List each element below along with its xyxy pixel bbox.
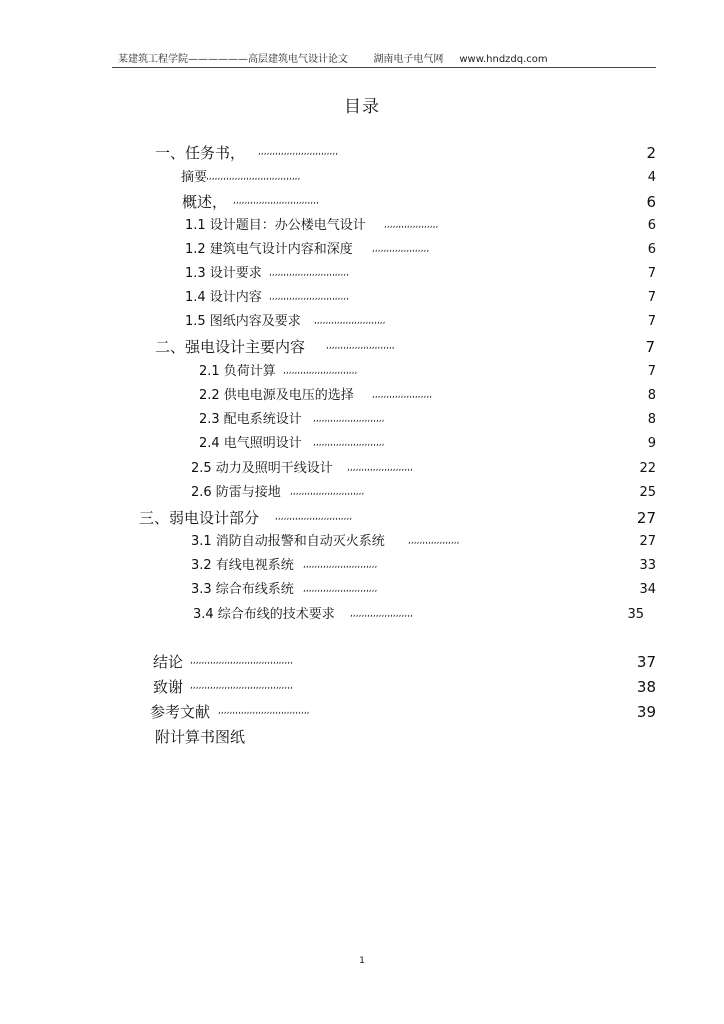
toc-entry-leader: ,,,,,,,,,,,,,,,,,,,, — [372, 244, 430, 254]
toc-entry-page: 6 — [646, 193, 656, 211]
toc-entry-page: 2 — [646, 144, 656, 162]
toc-entry-page: 33 — [639, 558, 656, 573]
toc-entry-leader: ,,,,,,,,,,,,,,,,,,,,,,,,,, — [303, 560, 378, 570]
toc-entry-label: 3.3 综合布线系统 — [191, 582, 294, 597]
toc-entry-leader: ,,,,,,,,,,,,,,,,,,,,,,,,,,,,,,,, — [218, 706, 310, 716]
toc-entry-label: 3.4 综合布线的技术要求 — [193, 607, 335, 622]
toc-entry-leader: ,,,,,,,,,,,,,,,,,,,,,,,,,,, — [275, 512, 353, 522]
toc-entry-label: 3.1 消防自动报警和自动灭火系统 — [191, 534, 385, 549]
header-dash: —————— — [188, 54, 248, 65]
toc-entry-label: 致谢 — [153, 678, 184, 696]
toc-entry-label: 1.1 设计题目：办公楼电气设计 — [185, 218, 366, 233]
toc-entry[interactable] — [0, 677, 724, 697]
toc-entry-label: 2.3 配电系统设计 — [199, 412, 302, 427]
toc-entry[interactable] — [0, 362, 724, 382]
toc-entry-label: 2.4 电气照明设计 — [199, 436, 302, 451]
toc-entry-label: 1.2 建筑电气设计内容和深度 — [185, 242, 353, 257]
toc-entry-leader: ,,,,,,,,,,,,,,,,,,,,,,,,,,,,,,,,, — [206, 172, 301, 182]
toc-entry-leader: ,,,,,,,,,,,,,,,,,,,,,,,,,,,, — [269, 292, 350, 302]
toc-entry-leader: ,,,,,,,,,,,,,,,,,,,,,,,,, — [313, 414, 385, 424]
toc-entry-page: 39 — [636, 703, 656, 721]
toc-entry[interactable] — [0, 605, 724, 625]
toc-entry[interactable] — [0, 312, 724, 332]
toc-entry-page: 7 — [645, 338, 655, 356]
toc-entry-page: 22 — [639, 461, 656, 476]
toc-entry-page: 7 — [647, 266, 656, 281]
toc-entry-label: 3.2 有线电视系统 — [191, 558, 294, 573]
toc-entry[interactable] — [0, 192, 724, 212]
toc-entry[interactable] — [0, 532, 724, 552]
toc-entry-leader: ,,,,,,,,,,,,,,,,,,,,,,,,,,,, — [258, 147, 339, 157]
toc-entry-label: 2.6 防雷与接地 — [191, 485, 281, 500]
toc-entry-label: 结论 — [153, 653, 184, 671]
toc-entry-leader: ,,,,,,,,,,,,,,,,,,,,,,,, — [326, 341, 395, 351]
toc-entry-leader: ,,,,,,,,,,,,,,,,,,,,,,,,, — [314, 316, 386, 326]
toc-entry[interactable] — [0, 652, 724, 672]
toc-entry-leader: ,,,,,,,,,,,,,,,,,,,,,, — [350, 609, 413, 619]
header-url: www.hndzdq.com — [459, 54, 548, 65]
toc-entry-page: 38 — [636, 678, 656, 696]
toc-entry[interactable] — [0, 702, 724, 722]
toc-entry[interactable] — [0, 143, 724, 163]
toc-entry-leader: ,,,,,,,,,,,,,,,,,,, — [384, 220, 439, 230]
toc-entry-leader: ,,,,,,,,,,,,,,,,,,,,,,, — [347, 463, 413, 473]
toc-entry[interactable] — [0, 727, 724, 747]
toc-entry-page: 7 — [647, 364, 656, 379]
toc-entry[interactable] — [0, 337, 724, 357]
toc-entry-page: 7 — [647, 290, 656, 305]
toc-entry-leader: ,,,,,,,,,,,,,,,,,,,,,,,,,,,,,,,,,,,, — [190, 656, 293, 666]
toc-entry-page: 6 — [647, 218, 656, 233]
toc-entry-label: 2.2 供电电源及电压的选择 — [199, 388, 354, 403]
toc-entry-label: 一、任务书， — [155, 144, 246, 162]
toc-entry-label: 1.3 设计要求 — [185, 266, 262, 281]
toc-entry-label: 参考文献 — [150, 703, 211, 721]
toc-entry-label: 2.1 负荷计算 — [199, 364, 276, 379]
toc-entry-page: 6 — [647, 242, 656, 257]
header-thesis: 高层建筑电气设计论文 — [248, 54, 348, 65]
toc-entry[interactable] — [0, 483, 724, 503]
toc-entry-page: 35 — [627, 607, 644, 622]
toc-entry-page: 4 — [647, 170, 656, 185]
toc-entry-page: 7 — [647, 314, 656, 329]
toc-entry-page: 37 — [636, 653, 656, 671]
toc-entry[interactable] — [0, 216, 724, 236]
toc-entry-leader: ,,,,,,,,,,,,,,,,,,,,,,,,,,,,,, — [233, 196, 319, 206]
toc-entry[interactable] — [0, 434, 724, 454]
toc-entry-page: 9 — [647, 436, 656, 451]
toc-entry-page: 8 — [647, 388, 656, 403]
header-site: 湖南电子电气网 — [373, 54, 444, 65]
toc-entry-label: 概述， — [182, 193, 228, 211]
toc-entry-label: 三、弱电设计部分 — [139, 509, 260, 527]
toc-entry-leader: ,,,,,,,,,,,,,,,,,,,,,,,,, — [313, 438, 385, 448]
toc-entry[interactable] — [0, 240, 724, 260]
toc-entry[interactable] — [0, 264, 724, 284]
toc-entry[interactable] — [0, 556, 724, 576]
toc-entry-leader: ,,,,,,,,,,,,,,,,,,,,,,,,,, — [303, 584, 378, 594]
toc-entry-page: 27 — [639, 534, 656, 549]
toc-entry-label: 摘要 — [181, 170, 208, 185]
toc-entry-leader: ,,,,,,,,,,,,,,,,,,,,,,,,,,,, — [269, 268, 350, 278]
toc-entry-label: 1.4 设计内容 — [185, 290, 262, 305]
header-rule — [112, 67, 656, 68]
toc-entry[interactable] — [0, 580, 724, 600]
toc-entry-leader: ,,,,,,,,,,,,,,,,,, — [408, 536, 460, 546]
toc-entry[interactable] — [0, 459, 724, 479]
toc-entry-label: 二、强电设计主要内容 — [155, 338, 306, 356]
toc-entry[interactable] — [0, 508, 724, 528]
toc-entry-page: 34 — [639, 582, 656, 597]
page-title: 目录 — [344, 97, 380, 117]
toc-entry-leader: ,,,,,,,,,,,,,,,,,,,,,,,,,, — [283, 366, 358, 376]
toc-entry[interactable] — [0, 386, 724, 406]
toc-entry[interactable] — [0, 168, 724, 188]
toc-entry-leader: ,,,,,,,,,,,,,,,,,,,,,,,,,,,,,,,,,,,, — [190, 681, 293, 691]
toc-entry-leader: ,,,,,,,,,,,,,,,,,,,,, — [372, 390, 433, 400]
page-number: 1 — [359, 956, 365, 966]
toc-entry[interactable] — [0, 288, 724, 308]
toc-entry[interactable] — [0, 410, 724, 430]
running-header — [118, 50, 548, 65]
toc-entry-label: 2.5 动力及照明干线设计 — [191, 461, 333, 476]
toc-entry-page: 27 — [636, 509, 656, 527]
toc-entry-label: 1.5 图纸内容及要求 — [185, 314, 301, 329]
header-school: 某建筑工程学院 — [118, 54, 188, 65]
toc-entry-page: 8 — [647, 412, 656, 427]
toc-entry-page: 25 — [639, 485, 656, 500]
toc-entry-label: 附计算书图纸 — [155, 728, 246, 746]
toc-entry-leader: ,,,,,,,,,,,,,,,,,,,,,,,,,, — [290, 487, 365, 497]
